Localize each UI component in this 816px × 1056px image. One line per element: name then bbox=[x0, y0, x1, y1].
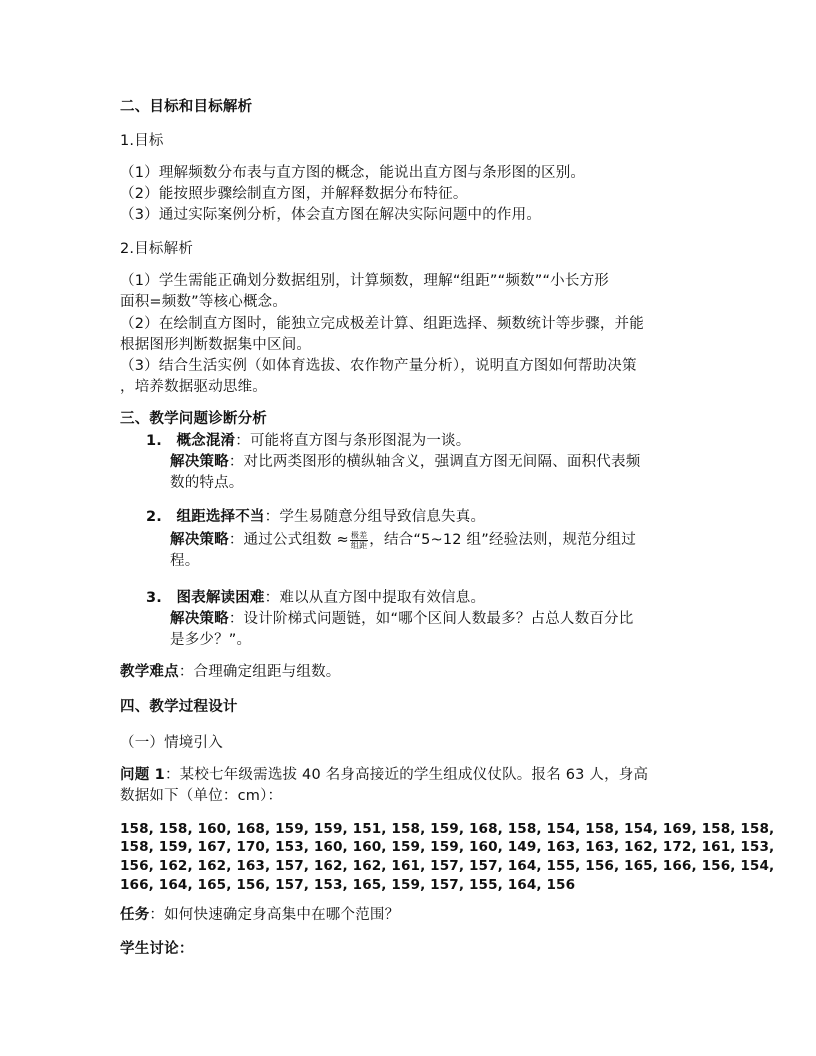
teaching-difficulty bbox=[120, 662, 341, 682]
goal-item-1: （1）理解频数分布表与直方图的概念，能说出直方图与条形图的区别。 bbox=[120, 165, 586, 181]
diagnosis-desc: ：难以从直方图中提取有效信息。 bbox=[264, 590, 486, 606]
strategy-line: 是多少？”。 bbox=[170, 632, 252, 648]
analysis-line: ，培养数据驱动思维。 bbox=[120, 379, 267, 395]
diagnosis-title: 概念混淆 bbox=[176, 433, 236, 449]
heights-data-line: 166, 164, 165, 156, 157, 153, 165, 159, 157, 155, 164, 156 bbox=[120, 877, 576, 893]
strategy-line bbox=[170, 609, 633, 629]
diagnosis-item-3 bbox=[146, 588, 485, 608]
strategy-line: 程。 bbox=[170, 553, 200, 569]
diagnosis-title: 组距选择不当 bbox=[176, 509, 265, 525]
subsection-title-goal-analysis: 2.目标解析 bbox=[120, 241, 194, 257]
heights-data-line: 156, 162, 162, 163, 157, 162, 162, 161, 157, 157, 164, 155, 156, 165, 166, 156, 154, bbox=[120, 858, 775, 874]
strategy-text-pre: ：通过公式组数 ≈ bbox=[228, 532, 349, 548]
task-label: 任务 bbox=[120, 907, 150, 923]
problem-text: ：某校七年级需选拔 40 名身高接近的学生组成仪仗队。报名 63 人，身高 bbox=[164, 767, 649, 783]
list-number: 1. bbox=[146, 433, 162, 449]
subsection-title-goals: 1.目标 bbox=[120, 133, 164, 149]
analysis-line: （3）结合生活实例（如体育选拔、农作物产量分析），说明直方图如何帮助决策 bbox=[120, 358, 637, 374]
strategy-line: 数的特点。 bbox=[170, 475, 244, 491]
discussion-label: 学生讨论 bbox=[120, 941, 179, 957]
analysis-line: 根据图形判断数据集中区间。 bbox=[120, 337, 312, 353]
discussion-colon: ： bbox=[178, 941, 194, 957]
strategy-label: 解决策略 bbox=[170, 611, 229, 627]
strategy-text-post: ，结合“5~12 组”经验法则，规范分组过 bbox=[369, 532, 636, 548]
fraction-denominator: 组距 bbox=[350, 540, 368, 550]
diagnosis-item-1 bbox=[146, 431, 470, 451]
diagnosis-desc: ：学生易随意分组导致信息失真。 bbox=[264, 509, 486, 525]
problem-line bbox=[120, 765, 648, 785]
analysis-line: （2）在绘制直方图时，能独立完成极差计算、组距选择、频数统计等步骤，并能 bbox=[120, 316, 644, 332]
goal-item-2: （2）能按照步骤绘制直方图，并解释数据分布特征。 bbox=[120, 186, 468, 202]
subsection-title-intro: （一）情境引入 bbox=[120, 735, 223, 751]
strategy-text: ：对比两类图形的横纵轴含义，强调直方图无间隔、面积代表频 bbox=[228, 454, 641, 470]
analysis-line: （1）学生需能正确划分数据组别，计算频数，理解“组距”“频数”“小长方形 bbox=[120, 273, 609, 289]
task-line bbox=[120, 905, 399, 925]
difficulty-label: 教学难点 bbox=[120, 664, 179, 680]
strategy-label: 解决策略 bbox=[170, 454, 229, 470]
list-number: 2. bbox=[146, 509, 162, 525]
strategy-line bbox=[170, 530, 636, 550]
strategy-label: 解决策略 bbox=[170, 532, 229, 548]
strategy-line bbox=[170, 452, 640, 472]
diagnosis-title: 图表解读困难 bbox=[176, 590, 265, 606]
heights-data-line: 158, 159, 167, 170, 153, 160, 160, 159, 159, 160, 149, 163, 163, 162, 172, 161, 153, bbox=[120, 839, 775, 855]
task-text: ：如何快速确定身高集中在哪个范围？ bbox=[149, 907, 400, 923]
strategy-text: ：设计阶梯式问题链，如“哪个区间人数最多？占总人数百分比 bbox=[228, 611, 634, 627]
goal-item-3: （3）通过实际案例分析，体会直方图在解决实际问题中的作用。 bbox=[120, 207, 542, 223]
section-heading-diagnosis: 三、教学问题诊断分析 bbox=[120, 411, 267, 427]
analysis-line: 面积=频数”等核心概念。 bbox=[120, 294, 288, 310]
discussion-line bbox=[120, 939, 194, 959]
diagnosis-desc: ：可能将直方图与条形图混为一谈。 bbox=[235, 433, 471, 449]
section-heading-process: 四、教学过程设计 bbox=[120, 699, 238, 715]
fraction-numerator: 极差 bbox=[350, 530, 368, 540]
range-over-width-fraction bbox=[350, 531, 368, 550]
section-heading-goals: 二、目标和目标解析 bbox=[120, 99, 253, 115]
problem-line: 数据如下（单位：cm）： bbox=[120, 788, 283, 804]
heights-data-line: 158, 158, 160, 168, 159, 159, 151, 158, 159, 168, 158, 154, 158, 154, 169, 158, 158, bbox=[120, 821, 775, 837]
problem-label: 问题 1 bbox=[120, 767, 165, 783]
list-number: 3. bbox=[146, 590, 162, 606]
difficulty-text: ：合理确定组距与组数。 bbox=[178, 664, 341, 680]
diagnosis-item-2 bbox=[146, 507, 485, 527]
